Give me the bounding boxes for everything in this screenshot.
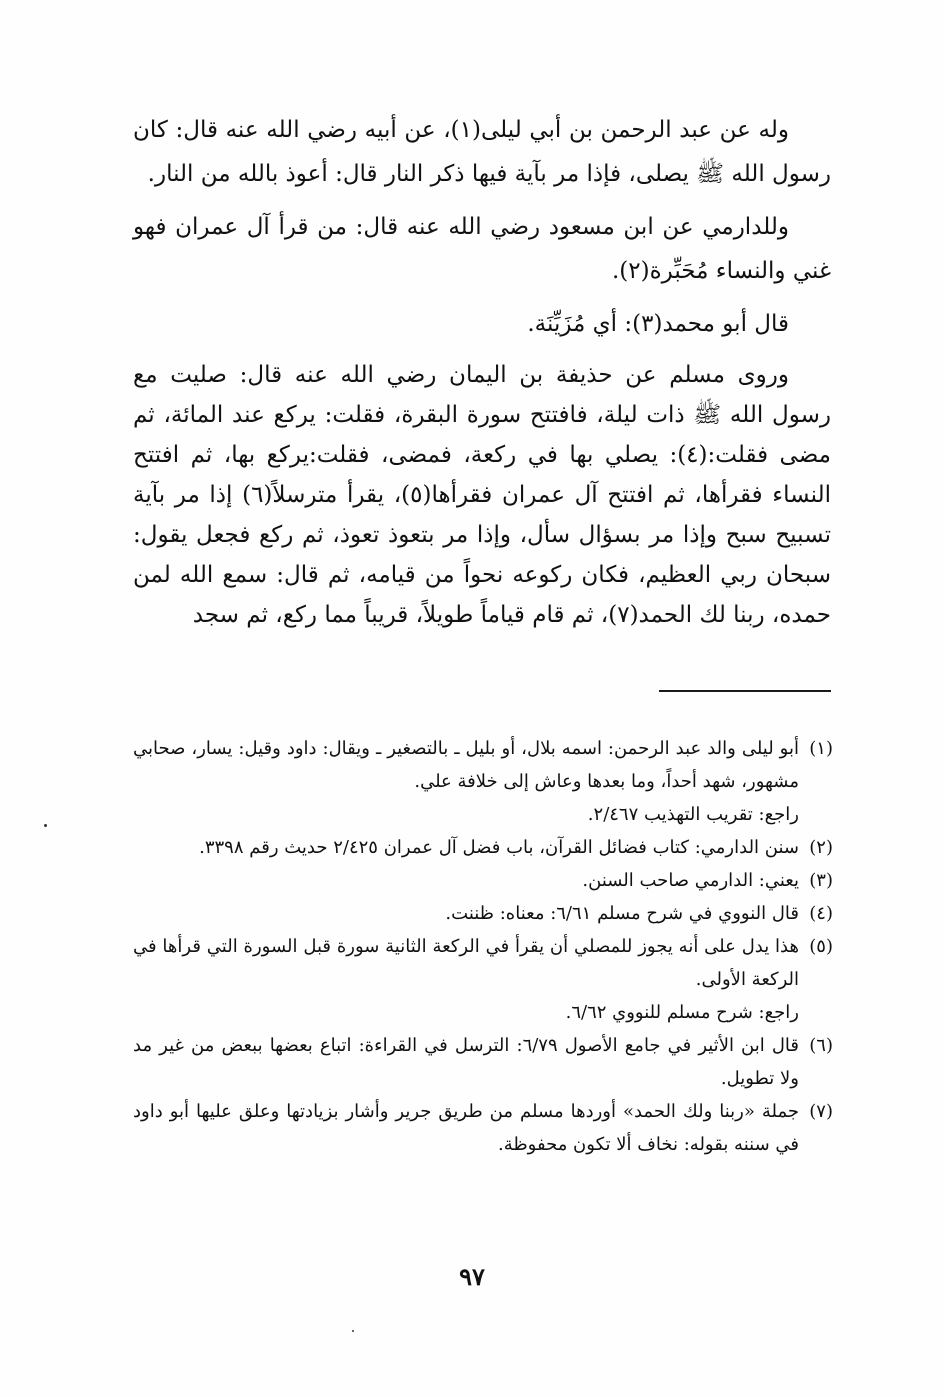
footnote-text: قال النووي في شرح مسلم ٦/٦١: معناه: ظننت. (445, 903, 799, 924)
footnote (133, 897, 833, 930)
footnotes (133, 732, 833, 1161)
footnote-number: (٤) (809, 903, 833, 924)
footnote-number: (٥) (809, 936, 833, 957)
main-text (133, 108, 831, 644)
paragraph: وله عن عبد الرحمن بن أبي ليلى(١)، عن أبيه رضي الله عنه قال: كان رسول الله ﷺ يصلى، فإذا مر بآية فيها ذكر النار قال: أعوذ بالله من النار. (133, 117, 831, 187)
footnote-number: (٦) (809, 1035, 833, 1056)
footnote-number: (٧) (809, 1101, 833, 1122)
footnote-number: (١) (809, 738, 833, 759)
footnote (133, 1029, 833, 1095)
footnote (133, 1095, 833, 1161)
footnote-text: جملة «ربنا ولك الحمد» أوردها مسلم من طريق جرير وأشار بزيادتها وعلق عليها أبو داود في سننه بقوله: نخاف ألا تكون محفوظة. (133, 1101, 799, 1155)
scan-speck (44, 824, 47, 827)
footnote-number: (٢) (809, 837, 833, 858)
footnote-text: هذا يدل على أنه يجوز للمصلي أن يقرأ في الركعة الثانية سورة قبل السورة التي قرأها في الركعة الأولى. (133, 936, 799, 990)
footnote-separator (659, 690, 831, 692)
paragraph: وروى مسلم عن حذيفة بن اليمان رضي الله عنه قال: صليت مع رسول الله ﷺ ذات ليلة، فافتتح سورة البقرة، فقلت: يركع عند المائة، ثم مضى فقلت:(٤): يصلي بها في ركعة، فمضى، فقلت:يركع بها، ثم افتتح النساء فقرأها، ثم افتتح آل عمران فقرأها(٥)، يقرأ مترسلاً(٦) إذا مر بآية تسبيح سبح وإذا مر بسؤال سأل، وإذا مر بتعوذ تعوذ، ثم ركع فجعل يقول: سبحان ربي العظيم، فكان ركوعه نحواً من قيامه، ثم قال: سمع الله لمن حمده، ربنا لك الحمد(٧)، ثم قام قياماً طويلاً، قريباً مما ركع، ثم سجد (133, 362, 831, 628)
footnote-text: يعني: الدارمي صاحب السنن. (582, 870, 799, 891)
footnote-number: (٣) (809, 870, 833, 891)
paragraph: وللدارمي عن ابن مسعود رضي الله عنه قال: من قرأ آل عمران فهو غني والنساء مُحَبِّرة(٢). (133, 214, 831, 284)
footnote-text: أبو ليلى والد عبد الرحمن: اسمه بلال، أو بليل ـ بالتصغير ـ ويقال: داود وقيل: يسار، صحابي مشهور، شهد أحداً، وما بعدها وعاش إلى خلافة علي. (133, 738, 799, 792)
footnote (133, 864, 833, 897)
page-number: ٩٧ (459, 1262, 485, 1291)
footnote-reference: راجع: تقريب التهذيب ٢/٤٦٧. (587, 804, 799, 825)
footnote-reference: راجع: شرح مسلم للنووي ٦/٦٢. (565, 1002, 799, 1023)
footnote-text: سنن الدارمي: كتاب فضائل القرآن، باب فضل آل عمران ٢/٤٢٥ حديث رقم ٣٣٩٨. (199, 837, 799, 858)
scan-speck (352, 1330, 354, 1332)
paragraph: قال أبو محمد(٣): أي مُزَيِّنَة. (527, 311, 789, 337)
footnote (133, 831, 833, 864)
footnote (133, 732, 833, 798)
footnote (133, 930, 833, 996)
footnote-text: قال ابن الأثير في جامع الأصول ٦/٧٩: الترسل في القراءة: اتباع بعضها ببعض من غير مد ولا تطويل. (133, 1035, 799, 1089)
